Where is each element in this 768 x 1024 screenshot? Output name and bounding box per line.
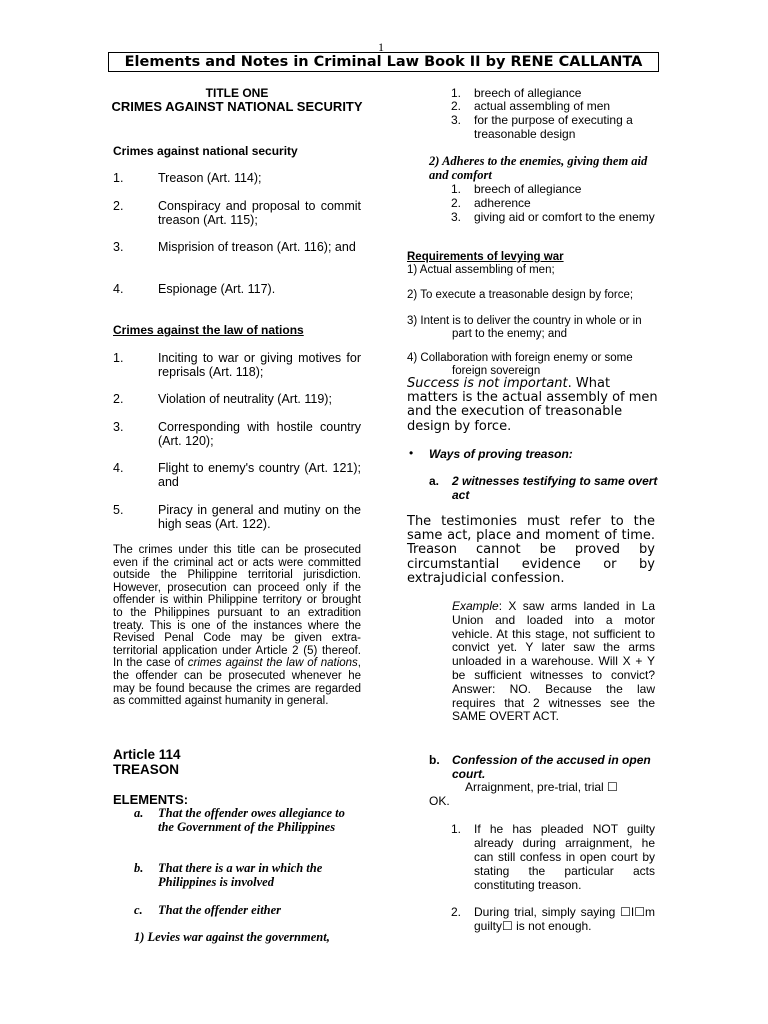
- list-number: 2.: [451, 196, 462, 210]
- requirement-item: 4) Collaboration with foreign enemy or some foreign sovereign: [407, 352, 633, 377]
- body-paragraph: The crimes under this title can be prosecuted even if the criminal act or acts were committed outside the Philippine territorial jurisdiction. However, prosecution can proceed only if the offender is within Philippine territory or brought to the Philippines pursuant to an extradition treaty. This is one of the instances where the Revised Penal Code may be given extra-territorial application under Article 2 (5) thereof. In the case of crimes against the law of nations, the offender can be prosecuted whenever he may be found because the crimes are regarded as committed against humanity in general.: [113, 544, 361, 708]
- list-number: 3.: [451, 210, 462, 224]
- page-number: 1: [378, 40, 384, 54]
- list-number: 2.: [113, 392, 124, 406]
- list-number: 3.: [451, 113, 462, 127]
- list-number: 1.: [451, 182, 462, 196]
- list-number: 1.: [113, 351, 124, 365]
- requirement-item: 1) Actual assembling of men;: [407, 264, 555, 276]
- list-number: 2.: [451, 99, 462, 113]
- list-item: Violation of neutrality (Art. 119);: [158, 392, 332, 406]
- list-item: adherence: [474, 196, 531, 210]
- list-item: giving aid or comfort to the enemy: [474, 210, 655, 224]
- arraignment-note: Arraignment, pre-trial, trial ☐: [465, 780, 618, 794]
- list-number: 1.: [113, 171, 124, 185]
- elements-label: ELEMENTS:: [113, 792, 189, 807]
- list-item: Espionage (Art. 117).: [158, 282, 276, 296]
- requirements-heading: Requirements of levying war: [407, 251, 564, 263]
- element-item: That there is a war in which the Philippines is involved: [158, 861, 323, 889]
- bullet-icon: •: [409, 446, 414, 460]
- way-letter: a.: [429, 474, 440, 488]
- list-item: breech of allegiance: [474, 86, 582, 100]
- list-number: 2.: [451, 905, 462, 919]
- article-title: TREASON: [113, 762, 180, 777]
- list-item: During trial, simply saying ☐I☐m guilty☐ is not enough.: [474, 905, 655, 933]
- example-paragraph: Example: X saw arms landed in La Union and loaded into a motor vehicle. At this stage, not sufficient to convict yet. Y later saw the arms unloaded in a warehouse. Will X + Y be sufficient witnesses to convict? Answer: NO. Because the law requires that 2 witnesses see the SAME OVERT ACT.: [452, 599, 655, 724]
- list-item: for the purpose of executing a treasonable design: [474, 113, 633, 141]
- way-letter: b.: [429, 753, 440, 767]
- section-heading-law-of-nations: Crimes against the law of nations: [113, 323, 304, 337]
- list-item: Piracy in general and mutiny on the high seas (Art. 122).: [158, 503, 361, 531]
- list-item: Corresponding with hostile country (Art. 120);: [158, 420, 361, 448]
- list-number: 2.: [113, 199, 124, 213]
- element-item: That the offender either: [158, 903, 282, 917]
- list-number: 5.: [113, 503, 124, 517]
- list-item: Inciting to war or giving motives for reprisals (Art. 118);: [158, 351, 361, 379]
- list-number: 3.: [113, 420, 124, 434]
- list-item: breech of allegiance: [474, 182, 582, 196]
- element-letter: c.: [134, 903, 143, 917]
- list-item: Flight to enemy's country (Art. 121); and: [158, 461, 361, 489]
- element-item: That the offender owes allegiance to the Government of the Philippines: [158, 806, 345, 834]
- document-header: Elements and Notes in Criminal Law Book II by RENE CALLANTA: [108, 52, 659, 72]
- list-item: Treason (Art. 114);: [158, 171, 262, 185]
- testimonies-paragraph: The testimonies must refer to the same act, place and moment of time. Treason cannot be proved by circumstantial evidence or by extrajudicial confession.: [407, 514, 655, 586]
- title-one: TITLE ONE: [205, 86, 269, 100]
- article-number: Article 114: [113, 747, 181, 762]
- list-number: 1.: [451, 86, 462, 100]
- element-letter: b.: [134, 861, 144, 875]
- ok-note: OK.: [429, 794, 450, 808]
- element-letter: a.: [134, 806, 144, 820]
- requirement-item: 2) To execute a treasonable design by force;: [407, 289, 634, 301]
- list-item: If he has pleaded NOT guilty already during arraignment, he can still confess in open court by stating the particular acts constituting treason.: [474, 822, 655, 892]
- list-number: 4.: [113, 461, 124, 475]
- adheres-heading: 2) Adheres to the enemies, giving them aid and comfort: [429, 154, 648, 182]
- list-item: Misprision of treason (Art. 116); and: [158, 240, 356, 254]
- list-item: Conspiracy and proposal to commit treason (Art. 115);: [158, 199, 361, 227]
- list-number: 3.: [113, 240, 124, 254]
- success-note: Success is not important. What matters is the actual assembly of men and the execution of treasonable design by force.: [407, 376, 658, 434]
- section-heading-national-security: Crimes against national security: [113, 144, 298, 158]
- way-item: Confession of the accused in open court.: [452, 753, 651, 781]
- list-item: actual assembling of men: [474, 99, 611, 113]
- list-number: 1.: [451, 822, 462, 836]
- title-main: CRIMES AGAINST NATIONAL SECURITY: [111, 99, 363, 114]
- ways-heading: Ways of proving treason:: [429, 447, 573, 461]
- list-number: 4.: [113, 282, 124, 296]
- requirement-item: 3) Intent is to deliver the country in whole or in part to the enemy; and: [407, 315, 642, 340]
- levies-war-heading: 1) Levies war against the government,: [134, 930, 330, 944]
- way-item: 2 witnesses testifying to same overt act: [452, 474, 658, 502]
